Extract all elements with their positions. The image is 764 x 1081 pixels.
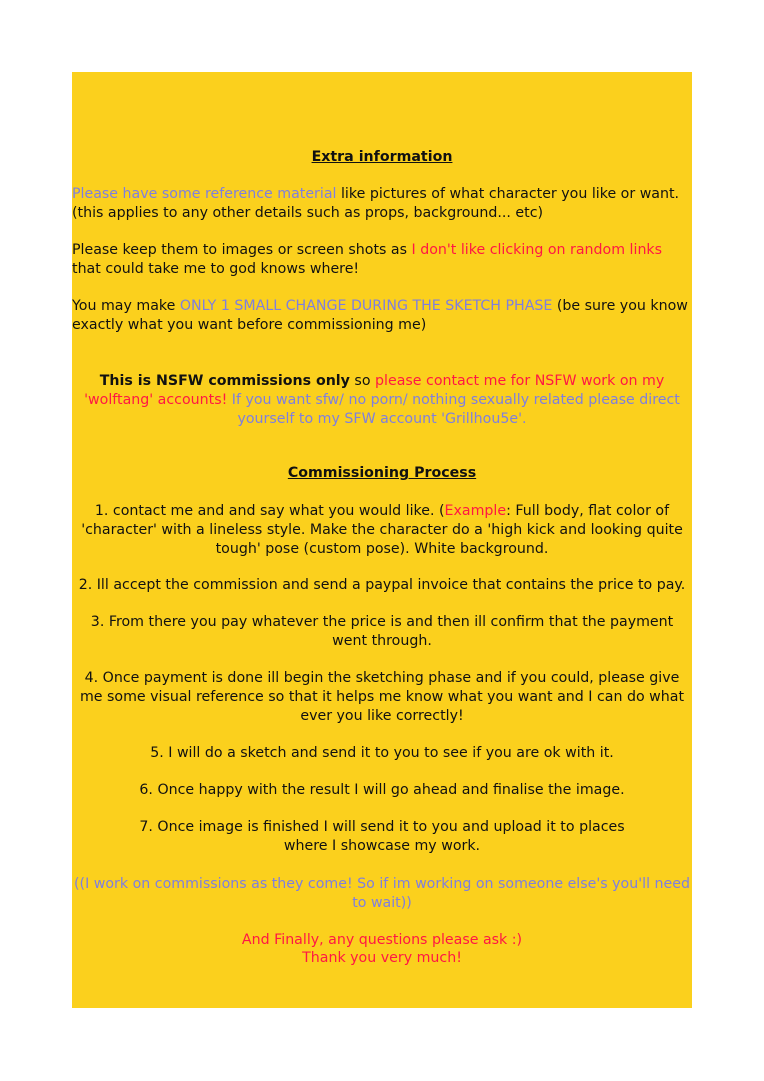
- reference-highlight: Please have some reference material: [72, 186, 337, 202]
- nsfw-bold: This is NSFW commissions only: [99, 373, 350, 389]
- step-1-end: : Full body, flat color of 'character' with a lineless style. Make the character do a 'high kick and looking quite tough' pose (custom pose). White background.: [81, 503, 683, 557]
- change-start: You may make: [72, 298, 180, 314]
- commissioning-process-heading: Commissioning Process: [287, 465, 477, 481]
- nsfw-sfw-note: If you want sfw/ no porn/ nothing sexually related please direct yourself to my SFW account 'Grillhou5e'.: [227, 392, 680, 427]
- extra-information-heading: Extra information: [311, 149, 453, 165]
- change-highlight: ONLY 1 SMALL CHANGE DURING THE SKETCH PHASE: [179, 298, 553, 314]
- nsfw-paragraph: [72, 372, 692, 429]
- change-paragraph: [72, 297, 692, 335]
- step-4: 4. Once payment is done ill begin the sketching phase and if you could, please give me some visual reference so that it helps me know what you want and I can do what ever you like correctly!: [79, 670, 685, 724]
- change-end: (be sure you know exactly what you want before commissioning me): [72, 298, 688, 333]
- step-3: 3. From there you pay whatever the price is and then ill confirm that the payment went through.: [90, 614, 674, 649]
- step-2: 2. Ill accept the commission and send a paypal invoice that contains the price to pay.: [78, 577, 686, 593]
- queue-note: ((I work on commissions as they come! So if im working on someone else's you'll need to wait)): [74, 876, 690, 911]
- links-highlight: I don't like clicking on random links: [411, 242, 663, 258]
- reference-rest: like pictures of what character you like or want. (this applies to any other details such as props, background... etc): [72, 186, 680, 221]
- nsfw-contact: please contact me for NSFW work on my 'wolftang' accounts!: [84, 373, 665, 408]
- links-start: Please keep them to images or screen shots as: [72, 242, 412, 258]
- step-6: 6. Once happy with the result I will go ahead and finalise the image.: [139, 782, 625, 798]
- reference-paragraph: [72, 185, 692, 223]
- nsfw-so: so: [349, 373, 376, 389]
- step-1: [72, 502, 692, 559]
- links-end: that could take me to god knows where!: [72, 261, 360, 277]
- closing-thanks: Thank you very much!: [302, 950, 462, 966]
- step-5: 5. I will do a sketch and send it to you to see if you are ok with it.: [150, 745, 614, 761]
- links-paragraph: [72, 241, 692, 279]
- step-1-start: 1. contact me and and say what you would like. (: [94, 503, 445, 519]
- closing-question: And Finally, any questions please ask :): [241, 932, 523, 948]
- step-7: 7. Once image is finished I will send it to you and upload it to places where I showcase my work.: [139, 819, 625, 854]
- step-1-example: Example: [444, 503, 507, 519]
- yellow-panel: [72, 72, 692, 1008]
